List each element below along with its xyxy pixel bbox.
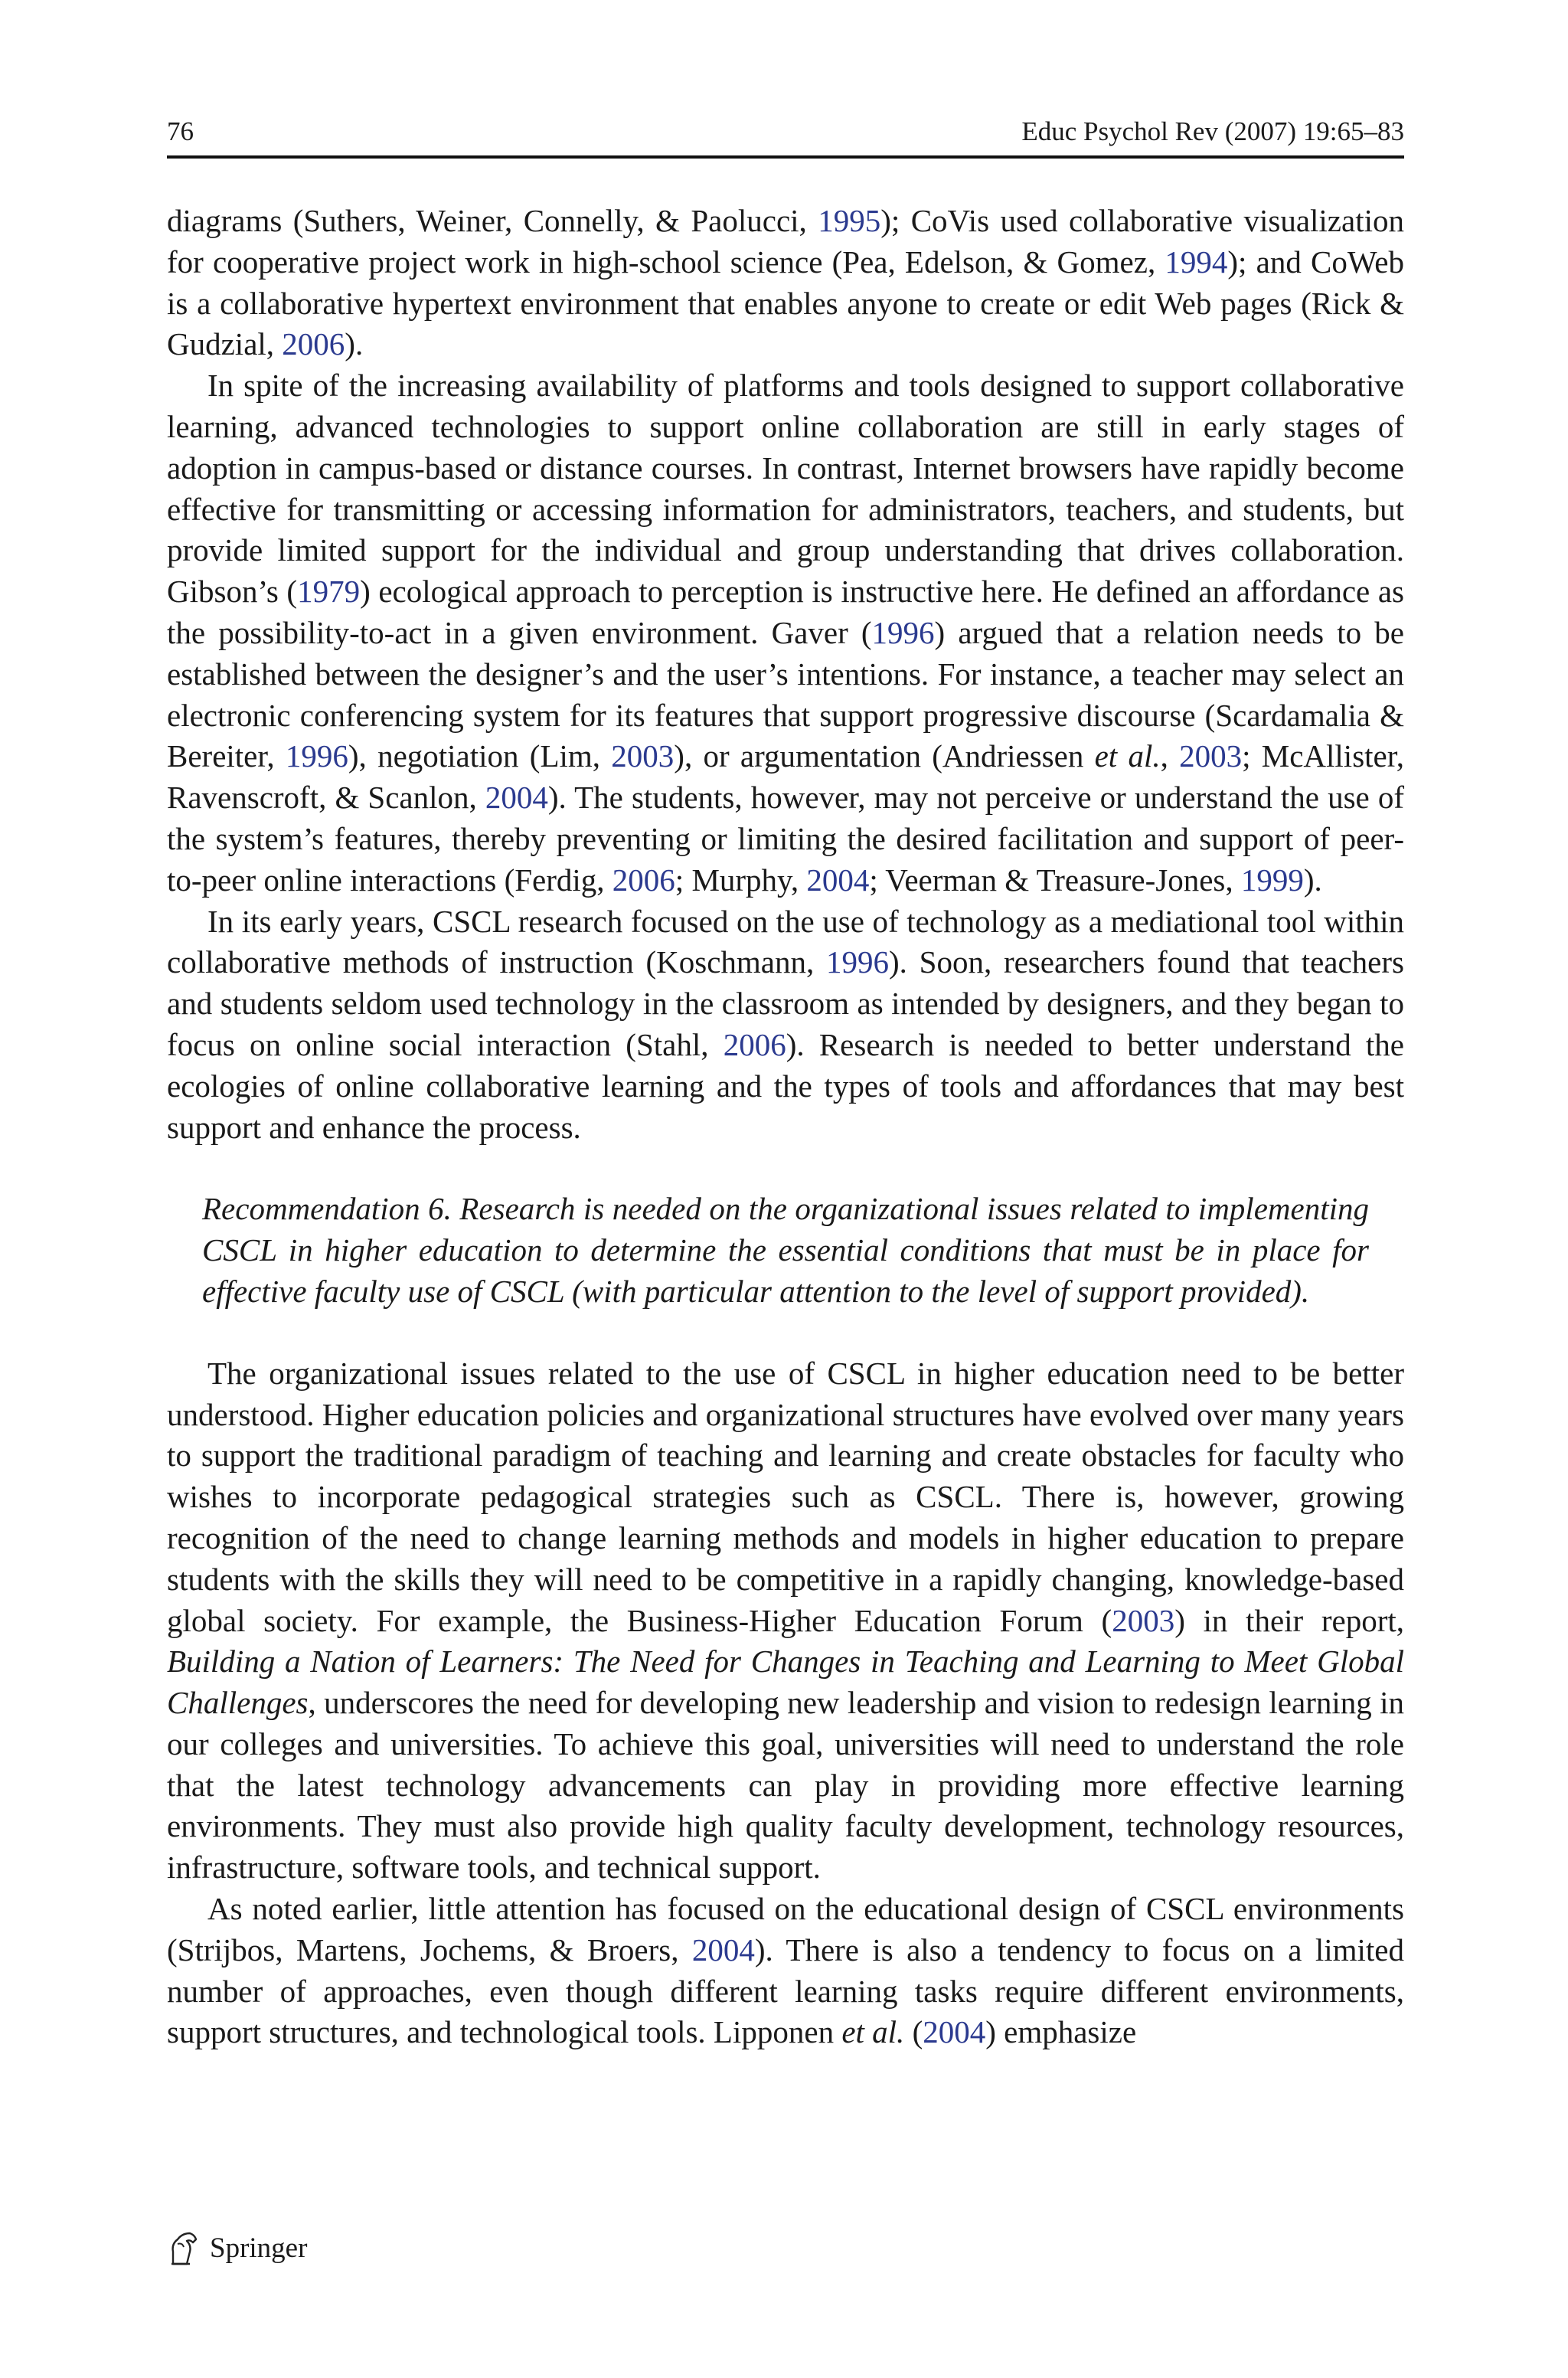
citation-link[interactable]: 2006 [282, 326, 345, 362]
body-text [167, 201, 1404, 2053]
paragraph-3: In its early years, CSCL research focused on the use of technology as a mediational tool within collaborative methods of instruction (Koschmann, 1996). Soon, researchers found that teachers and students seldom used technology in the classroom as intended by designers, and they began to focus on online social interaction (Stahl, 2006). Research is needed to better understand the ecologies of online collaborative learning and the types of tools and affordances that may best support and enhance the process. [167, 903, 1404, 1145]
citation-link[interactable]: 1996 [871, 614, 935, 650]
citation-link[interactable]: 2003 [1112, 1602, 1175, 1638]
paragraph-4: The organizational issues related to the use of CSCL in higher education need to be better understood. Higher education policies and organizational structures have evolved over many years to support the traditional paradigm of teaching and learning and create obstacles for faculty who wishes to incorporate pedagogical strategies such as CSCL. There is, however, growing recognition of the need to change learning methods and models in higher education to prepare students with the skills they will need to be competitive in a rapidly changing, knowledge-based global society. For example, the Business-Higher Education Forum (2003) in their report, Building a Nation of Learners: The Need for Changes in Teaching and Learning to Meet Global Challenges, underscores the need for developing new leadership and vision to redesign learning in our colleges and universities. To achieve this goal, universities will need to understand the role that the latest technology advancements can play in providing more effective learning environments. They must also provide high quality faculty development, technology resources, infrastructure, software tools, and technical support. [167, 1355, 1404, 1886]
citation-link[interactable]: 1994 [1165, 244, 1228, 280]
springer-horse-icon [167, 2229, 202, 2267]
citation-link[interactable]: 1996 [825, 944, 889, 980]
paragraph-5: As noted earlier, little attention has focused on the educational design of CSCL environments (Strijbos, Martens, Jochems, & Broers, 2004). There is also a tendency to focus on a limited number of approaches, even though different learning tasks require different environments, support structures, and technological tools. Lipponen et al. (2004) emphasize [167, 1891, 1404, 2050]
paragraph-1: diagrams (Suthers, Weiner, Connelly, & Paolucci, 1995); CoVis used collaborative visualization for cooperative project work in high-school science (Pea, Edelson, & Gomez, 1994); and CoWeb is a collaborative hypertext environment that enables anyone to create or edit Web pages (Rick & Gudzial, 2006). [167, 203, 1404, 362]
citation-link[interactable]: 2004 [485, 780, 548, 816]
citation-link[interactable]: 2004 [691, 1932, 755, 1967]
citation-link[interactable]: 1979 [297, 574, 361, 610]
running-header [167, 116, 1404, 147]
citation-link[interactable]: 2004 [806, 862, 870, 898]
citation-link[interactable]: 2006 [612, 862, 675, 898]
publisher-footer [167, 2229, 307, 2267]
page-number: 76 [167, 116, 194, 146]
recommendation-6: Recommendation 6. Research is needed on the organizational issues related to implementing CSCL in higher education to determine the essential conditions that must be in place for effective faculty use of CSCL (with particular attention to the level of support provided). [202, 1191, 1369, 1309]
citation-link[interactable]: 1999 [1240, 862, 1304, 898]
citation-link[interactable]: 2003 [1179, 738, 1243, 774]
publisher-name: Springer [210, 2232, 308, 2264]
citation-link[interactable]: 2006 [723, 1026, 786, 1062]
journal-citation: Educ Psychol Rev (2007) 19:65–83 [1021, 116, 1404, 146]
paragraph-2: In spite of the increasing availability of platforms and tools designed to support collaborative learning, advanced technologies to support online collaboration are still in early stages of adoption in campus-based or distance courses. In contrast, Internet browsers have rapidly become effective for transmitting or accessing information for administrators, teachers, and students, but provide limited support for the individual and group understanding that drives collaboration. Gibson’s (1979) ecological approach to perception is instructive here. He defined an affordance as the possibility-to-act in a given environment. Gaver (1996) argued that a relation needs to be established between the designer’s and the user’s intentions. For instance, a teacher may select an electronic conferencing system for its features that support progressive discourse (Scardamalia & Bereiter, 1996), negotiation (Lim, 2003), or argumentation (Andriessen et al., 2003; McAllister, Ravenscroft, & Scanlon, 2004). The students, however, may not perceive or understand the use of the system’s features, thereby preventing or limiting the desired facilitation and support of peer-to-peer online interactions (Ferdig, 2006; Murphy, 2004; Veerman & Treasure-Jones, 1999). [167, 368, 1405, 898]
citation-link[interactable]: 2004 [923, 2014, 986, 2050]
header-rule [167, 155, 1404, 159]
citation-link[interactable]: 1995 [818, 203, 881, 238]
citation-link[interactable]: 1996 [285, 738, 348, 774]
citation-link[interactable]: 2003 [611, 738, 675, 774]
